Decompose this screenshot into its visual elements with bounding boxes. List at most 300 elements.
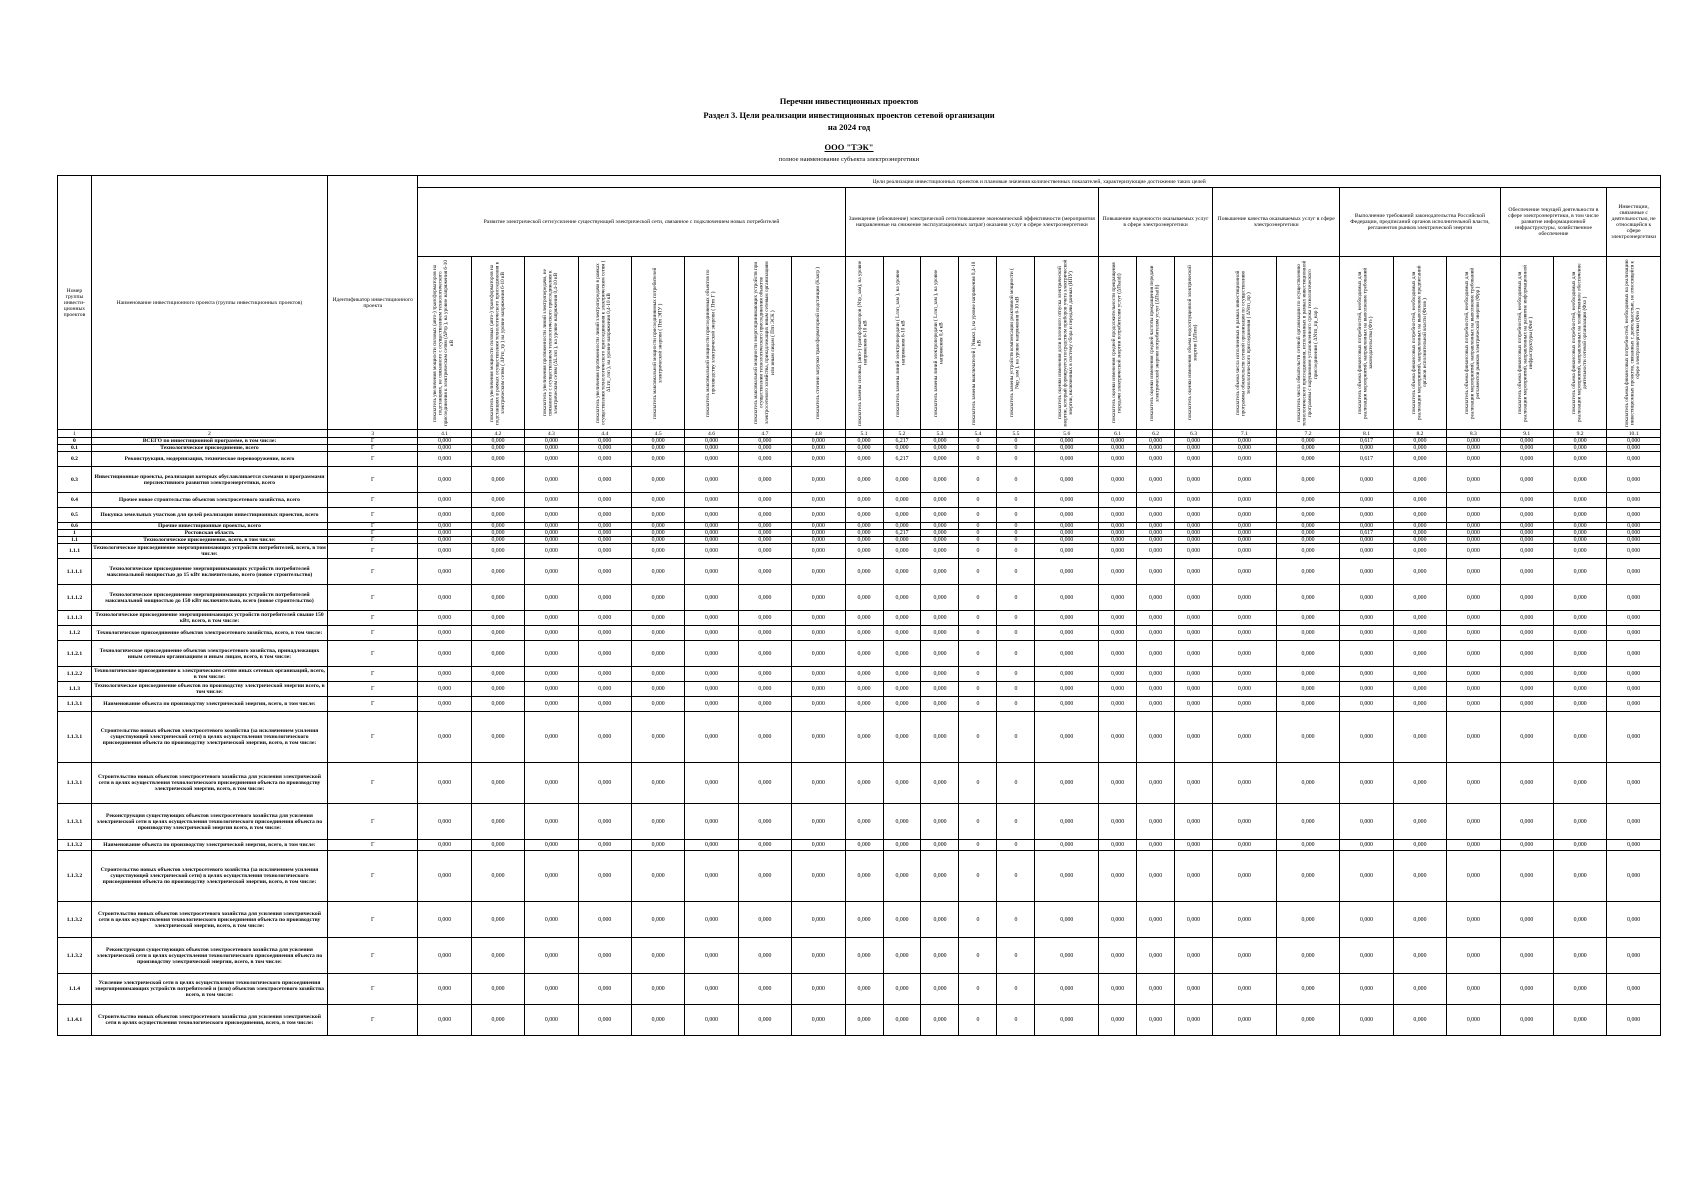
indicator-header [845,257,883,430]
row-value: 0,000 [1340,445,1393,452]
row-value: 0,000 [1393,626,1446,641]
row-value: 0,000 [631,641,684,667]
row-value: 0,000 [1500,611,1553,626]
row-value: 0,000 [1213,438,1277,445]
row-value: 0,000 [1035,611,1099,626]
row-value: 0,000 [1393,840,1446,851]
row-value: 0,000 [1447,508,1500,523]
row-value: 0,000 [1099,493,1137,508]
indicator-header [1553,257,1606,430]
row-value: 0,000 [1393,851,1446,902]
row-value: 0,000 [792,559,845,585]
row-value: 0,000 [883,467,921,493]
table-row [58,537,1661,544]
row-value: 0,000 [1099,840,1137,851]
row-value: 0,000 [1175,537,1213,544]
row-value: 0,000 [883,697,921,712]
table-row [58,508,1661,523]
row-value: 0 [997,682,1035,697]
row-number: 0.1 [58,445,92,452]
row-value: 0,000 [1607,508,1661,523]
row-value: 0,000 [1447,559,1500,585]
table-row [58,438,1661,445]
row-value: 0,000 [1340,467,1393,493]
indicator-label: показатель оценки изменения средней продолжительности прекращения передачи электрической энергии потребителям услуг (ΔПsaidi) [1110,262,1123,424]
row-value: 0,000 [1607,493,1661,508]
table-row [58,467,1661,493]
row-name: Наименование объекта по производству электрической энергии, всего, в том числе: [91,697,327,712]
row-value: 0,000 [471,523,524,530]
row-value: 0,000 [1099,667,1137,682]
row-value: 0,000 [1175,585,1213,611]
row-value: 0,000 [578,1005,631,1036]
row-value: 0,000 [1553,938,1606,974]
row-value: 0,000 [1099,544,1137,559]
row-value: 0,000 [738,641,791,667]
row-value: 0 [959,626,997,641]
row-value: 0,000 [418,559,471,585]
row-value: 0,000 [1175,559,1213,585]
row-value: 0,000 [1500,763,1553,804]
indicator-header [578,257,631,430]
row-identifier: Г [328,585,418,611]
row-value: 0,000 [471,682,524,697]
row-value: 0,000 [1213,641,1277,667]
row-value: 0,000 [1607,682,1661,697]
row-value: 0,000 [1276,763,1340,804]
indicator-header [1500,257,1553,430]
goal-group-header: Повышение надежности оказываемых услуг в сфере электроэнергетики [1099,188,1213,257]
row-value: 0,000 [1447,641,1500,667]
row-value: 0,000 [1340,840,1393,851]
row-value: 0,000 [418,585,471,611]
column-number: 2 [91,430,327,438]
row-value: 0,000 [1553,902,1606,938]
investment-projects-table [57,175,1661,1036]
row-value: 0 [959,938,997,974]
row-value: 0,000 [471,585,524,611]
row-value: 0,000 [1447,763,1500,804]
row-value: 0,000 [845,641,883,667]
row-value: 0,000 [578,626,631,641]
row-value: 0,000 [1035,682,1099,697]
row-value: 0,000 [1607,585,1661,611]
indicator-label: показатель объема финансовых потребностей, необходимых для реализации мероприятий, направленных на выполнение предписаний органов исполнительной власти (Фпов ) [1410,265,1428,421]
row-value: 0,000 [1213,508,1277,523]
row-value: 0,000 [685,585,738,611]
goals-header: Цели реализации инвестиционных проектов и плановые значения количественных показателей, характеризующие достижение таких целей [418,176,1661,188]
table-row [58,851,1661,902]
row-value: 0,000 [1607,974,1661,1005]
row-value: 0 [997,585,1035,611]
row-value: 0,000 [631,493,684,508]
row-value: 0,000 [1553,974,1606,1005]
row-value: 0,000 [1099,902,1137,938]
indicator-header [959,257,997,430]
row-value: 0,000 [1553,851,1606,902]
table-row [58,585,1661,611]
row-value: 0,000 [1447,682,1500,697]
row-value: 0,000 [1553,445,1606,452]
row-value: 0,000 [1447,804,1500,840]
row-value: 0,000 [685,559,738,585]
row-number: 1.1.3.1 [58,712,92,763]
indicator-header [1175,257,1213,430]
row-value: 0,000 [738,851,791,902]
row-value: 0,000 [1276,611,1340,626]
row-name: Ростовская область [91,530,327,537]
row-value: 0,000 [471,452,524,467]
row-value: 0,000 [1099,438,1137,445]
column-number: 5.6 [1035,430,1099,438]
column-number: 7.2 [1276,430,1340,438]
column-number: 9.1 [1500,430,1553,438]
row-value: 0,000 [1099,445,1137,452]
row-name: ВСЕГО по инвестиционной программе, в том числе: [91,438,327,445]
row-value: 0,000 [1035,452,1099,467]
row-value: 0,000 [1553,840,1606,851]
column-number: 3 [328,430,418,438]
row-value: 0,000 [1035,508,1099,523]
row-value: 0,000 [578,467,631,493]
row-value: 0,000 [1340,712,1393,763]
row-value: 0,000 [1447,667,1500,682]
column-number: 4.3 [525,430,578,438]
row-value: 0,000 [1137,467,1175,493]
row-value: 0,000 [1340,537,1393,544]
indicator-label: показатель объема финансовых потребностей, необходимых на реализацию инвестиционных проектов, связанных с деятельностью, не относящейся к сфере электроэнергетики (Фнэ ) [1624,259,1642,427]
row-value: 0,000 [685,1005,738,1036]
row-identifier: Г [328,851,418,902]
row-identifier: Г [328,530,418,537]
row-value: 0,000 [1213,712,1277,763]
row-value: 0,000 [1099,682,1137,697]
row-value: 0 [959,493,997,508]
row-number: 0.3 [58,467,92,493]
row-value: 0,000 [631,467,684,493]
row-value: 0,000 [883,523,921,530]
indicator-header [738,257,791,430]
row-name: Реконструкция, модернизация, техническое перевооружение, всего [91,452,327,467]
row-value: 0,000 [845,712,883,763]
row-value: 0 [997,851,1035,902]
organization-caption: полное наименование субъекта электроэнергетики [778,156,920,163]
row-identifier: Г [328,682,418,697]
row-value: 0,000 [1553,467,1606,493]
goal-group-header: Инвестиции, связанные с деятельностью, не относящейся к сфере электроэнергетики [1607,188,1661,257]
row-value: 0,000 [525,445,578,452]
row-value: 0,000 [792,493,845,508]
row-value: 0 [997,667,1035,682]
row-value: 0,000 [921,938,959,974]
row-value: 0,000 [792,1005,845,1036]
row-value: 0 [959,611,997,626]
row-number: 1.1.4.1 [58,1005,92,1036]
row-name: Технологическое присоединение энергопринимающих устройств потребителей, всего, в том числе: [93,545,326,557]
row-value: 0,000 [1213,530,1277,537]
row-number: 1.1.2.2 [58,667,92,682]
row-value: 0,000 [1175,1005,1213,1036]
indicator-header [997,257,1035,430]
row-value: 0,000 [418,537,471,544]
row-value: 0,000 [1500,544,1553,559]
row-value: 0,000 [792,974,845,1005]
row-value: 0,000 [1447,974,1500,1005]
row-value: 0,000 [1500,493,1553,508]
row-value: 0,000 [418,467,471,493]
row-value: 0,000 [1099,938,1137,974]
row-value: 0,000 [1213,493,1277,508]
row-value: 0,000 [418,697,471,712]
row-value: 0,000 [578,537,631,544]
row-value: 0,000 [1393,508,1446,523]
row-value: 0,000 [921,438,959,445]
column-number: 4.2 [471,430,524,438]
row-value: 0,000 [1137,452,1175,467]
row-name: Усиление электрической сети в целях осуществления технологического присоединения энергопринимающих устройств потребителей и (или) объектов электросетевого хозяйства всего, в том числе: [91,974,327,1005]
row-value: 0,000 [1340,697,1393,712]
row-value: 0,000 [471,840,524,851]
row-value: 0,000 [738,508,791,523]
row-value: 0,000 [921,523,959,530]
indicator-label: показатель увеличения протяженности линий электропередачи, не связанного с осуществлением технологического присоединения к электрическим сетям (ΔLлэп ), на уровне напряжения 0,4-10 кВ [541,269,560,417]
row-value: 0,000 [921,763,959,804]
row-value: 0,000 [1393,523,1446,530]
row-value: 0,000 [1393,697,1446,712]
row-value: 0,000 [738,626,791,641]
indicator-label: показатель оценки изменения объема недоотпущенной электрической энергии (ΔПens) [1186,265,1199,421]
row-value: 0,000 [1276,445,1340,452]
column-number: 8.1 [1340,430,1393,438]
goal-group-header: Развитие электрической сети/усиление существующей электрической сети, связанное с подключением новых потребителей [418,188,845,257]
row-value: 0,000 [1607,452,1661,467]
row-value: 0,000 [525,763,578,804]
row-value: 0,000 [1500,1005,1553,1036]
row-value: 0,000 [845,493,883,508]
row-value: 0,000 [418,840,471,851]
row-value: 0 [997,763,1035,804]
row-name: Строительство новых объектов электросетевого хозяйства для усиления электрической сети в целях осуществления технологического присоединения, всего, в том числе: [91,1005,327,1036]
row-value: 0,000 [921,559,959,585]
row-value: 0,000 [1393,641,1446,667]
goal-group-header: Замещение (обновление) электрической сети/повышение экономической эффективности (мероприятия направленные на снижение эксплуатационных затрат) оказания услуг в сфере электроэнергетики [845,188,1099,257]
row-value: 0,000 [1099,508,1137,523]
row-value: 0,000 [845,938,883,974]
row-value: 0,000 [1035,974,1099,1005]
row-value: 0,000 [578,851,631,902]
row-value: 0,000 [1035,467,1099,493]
row-value: 0,000 [1035,438,1099,445]
row-value: 0,000 [1099,697,1137,712]
column-number: 8.2 [1393,430,1446,438]
row-value: 0,000 [1340,493,1393,508]
table-row [58,544,1661,559]
row-value: 0 [997,697,1035,712]
row-value: 0,000 [1137,559,1175,585]
indicator-label: показатель числа обязательств сетевой организации по осуществлению технологического присоединения, исполненных в рамках инвестиционной программы с нарушением установленного срока технологического присоединения ( ΔNтп_пр_нар ) [1295,260,1319,426]
row-value: 0,000 [1137,712,1175,763]
indicator-header [1099,257,1137,430]
row-value: 0,000 [1553,763,1606,804]
row-value: 0 [959,452,997,467]
row-value: 0,000 [1276,938,1340,974]
row-value: 0,000 [738,697,791,712]
row-value: 0,000 [631,974,684,1005]
title-line-3: на 2024 год [827,122,871,132]
row-name: Реконструкция существующих объектов электросетевого хозяйства для усиления электрической сети в целях осуществления технологического присоединения объекта по производству электрической энергии, всего, в том числе: [91,938,327,974]
row-value: 0,000 [631,523,684,530]
row-value: 0,000 [845,537,883,544]
goal-group-header: Обеспечение текущей деятельности в сфере электроэнергетики, в том числе развитие информационной инфраструктуры, хозяйственное обеспечение [1500,188,1607,257]
row-value: 0,000 [883,493,921,508]
row-value: 0,000 [1447,697,1500,712]
row-value: 0,000 [1276,438,1340,445]
row-identifier: Г [328,1005,418,1036]
row-value: 0,000 [738,467,791,493]
row-value: 0,000 [418,1005,471,1036]
row-value: 0,000 [792,544,845,559]
row-value: 0,000 [631,508,684,523]
row-value: 0,000 [1393,763,1446,804]
row-value: 0 [959,1005,997,1036]
row-value: 0,000 [792,682,845,697]
indicator-header [685,257,738,430]
row-value: 0,000 [525,1005,578,1036]
row-value: 0,000 [1213,467,1277,493]
row-identifier: Г [328,544,418,559]
col-header-project-name: Наименование инвестиционного проекта (группы инвестиционных проектов) [91,176,327,430]
row-value: 0,000 [1276,544,1340,559]
row-value: 0,000 [792,585,845,611]
row-number: 1.1.3.1 [58,763,92,804]
row-value: 0,000 [685,508,738,523]
row-value: 0,000 [1607,445,1661,452]
row-value: 0,000 [578,840,631,851]
row-value: 0,000 [1035,712,1099,763]
column-number: 4.6 [685,430,738,438]
row-value: 0,000 [1137,804,1175,840]
row-value: 0 [959,559,997,585]
indicator-label: показатель замены линий электропередачи ( Lлэп_зам ), на уровне напряжения 0,4 кВ [933,269,945,417]
row-value: 0,000 [1137,840,1175,851]
row-identifier: Г [328,763,418,804]
row-value: 0,000 [1500,438,1553,445]
row-value: 0,000 [1447,1005,1500,1036]
row-name: Технологическое присоединение энергопринимающих устройств потребителей максимальной мощностью до 15 кВт включительно, всего (новое строительство) [91,559,327,585]
column-number: 5.1 [845,430,883,438]
row-value: 0,000 [631,585,684,611]
row-value: 0,000 [1099,452,1137,467]
row-value: 0,000 [1035,626,1099,641]
row-number: 1.1.4 [58,974,92,1005]
row-number: 1.1.3.2 [58,851,92,902]
row-value: 0,000 [685,697,738,712]
row-value: 0,000 [685,452,738,467]
row-number: 1 [58,530,92,537]
row-identifier: Г [328,902,418,938]
row-value: 0,000 [1447,438,1500,445]
row-value: 0,000 [631,697,684,712]
row-value: 0,000 [1500,682,1553,697]
row-value: 0,000 [1099,523,1137,530]
row-value: 0 [997,611,1035,626]
row-value: 0,000 [471,1005,524,1036]
row-value: 0,000 [1447,530,1500,537]
row-value: 0,000 [418,763,471,804]
row-value: 6,217 [883,438,921,445]
row-value: 0 [959,467,997,493]
row-value: 0,000 [921,537,959,544]
row-value: 0,000 [921,626,959,641]
row-value: 0,000 [418,626,471,641]
row-value: 0,000 [1340,508,1393,523]
row-value: 0,000 [883,445,921,452]
row-number: 0.4 [58,493,92,508]
row-value: 0,000 [1553,682,1606,697]
row-value: 0,000 [883,537,921,544]
row-value: 0 [959,902,997,938]
row-value: 0,000 [525,467,578,493]
row-identifier: Г [328,508,418,523]
column-number: 4.1 [418,430,471,438]
row-value: 0,000 [845,974,883,1005]
row-value: 0,000 [1276,530,1340,537]
row-value: 0,000 [471,445,524,452]
row-value: 0,000 [525,537,578,544]
row-value: 0,000 [1340,641,1393,667]
row-value: 0,000 [738,530,791,537]
row-identifier: Г [328,438,418,445]
row-value: 0,000 [1035,530,1099,537]
row-number: 1.1.3.2 [58,902,92,938]
row-value: 0,000 [525,493,578,508]
row-value: 0,000 [792,697,845,712]
row-value: 0,000 [1175,697,1213,712]
row-value: 0,000 [1175,804,1213,840]
row-value: 0,000 [1213,840,1277,851]
row-value: 0,000 [1137,544,1175,559]
row-value: 0,000 [792,938,845,974]
row-value: 0,000 [738,682,791,697]
row-value: 0,000 [471,902,524,938]
row-value: 0,000 [1137,611,1175,626]
row-value: 0,000 [471,712,524,763]
indicator-header [792,257,845,430]
row-value: 0,000 [792,902,845,938]
row-value: 0,000 [1175,438,1213,445]
indicator-label: показатель объема финансовых потребностей, необходимых для реализации мероприятий, направленных на выполнение требований законодательства (Фтз ) [1357,267,1375,419]
row-value: 0 [997,523,1035,530]
row-number: 0.5 [58,508,92,523]
row-value: 0 [959,851,997,902]
row-value: 0 [959,667,997,682]
row-value: 0,000 [1175,712,1213,763]
indicator-header [921,257,959,430]
row-value: 0,000 [1099,537,1137,544]
row-value: 0,000 [631,840,684,851]
row-value: 0,000 [578,544,631,559]
row-value: 0 [997,530,1035,537]
row-value: 0,000 [418,611,471,626]
row-value: 0,000 [1213,544,1277,559]
row-value: 0,000 [471,641,524,667]
row-value: 0,000 [1175,763,1213,804]
row-value: 0,000 [738,1005,791,1036]
row-value: 0,000 [921,530,959,537]
row-value: 0,000 [578,493,631,508]
column-number: 4.4 [578,430,631,438]
row-value: 0,000 [1500,467,1553,493]
